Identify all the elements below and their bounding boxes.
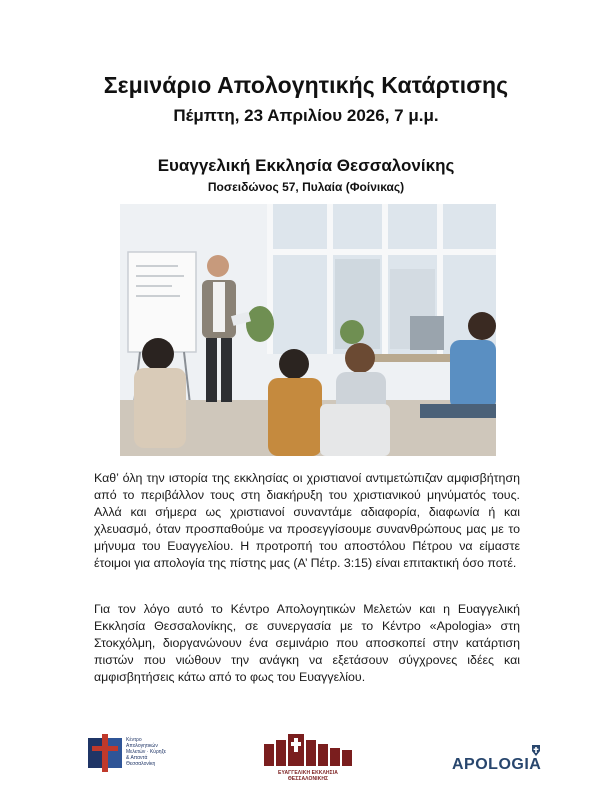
eet-logo-caption: ΕΥΑΓΓΕΛΙΚΗ ΕΚΚΛΗΣΙΑ ΘΕΣΣΑΛΟΝΙΚΗΣ [278, 770, 338, 782]
paragraph-text: Για τον λόγο αυτό το Κέντρο Απολογητικών Μελετών και η Ευαγγελική Εκκλησία Θεσσαλονίκης, σε συνεργασία με το Κέντρο «Apologia» στη Στοκχόλμη, διοργανώνουν ένα σεμινάριο που αποσκοπεί στην κατάρτιση πιστών που νιώθουν την ανάγκη να εξετάσουν σύγχρονες ιδέες και αμφισβητήσεις κάτω από το φως του Ευαγγελίου. [94, 602, 520, 684]
body-paragraph-1 [94, 470, 520, 572]
venue-name: Ευαγγελική Εκκλησία Θεσσαλονίκης [157, 156, 455, 175]
kam-logo-text: Κέντρο Απολογητικών Μελετών · Κύρηξε & Απαντά Θεσσαλονίκη [126, 737, 167, 767]
paragraph-text: Καθ’ όλη την ιστορία της εκκλησίας οι χριστιανοί αντιμετώπιζαν αμφισβήτηση από το περιβάλλον τους στη διακήρυξη του χριστιανικού μηνύματός τους. Αλλά και σήμερα ως χριστιανοί συναντάμε αδιαφορία, διαφωνία ή και χλευασμό, όταν προσπαθούμε να προσεγγίσουμε συνανθρώπους μας με το μήνυμα του Ευαγγελίου. Η προτροπή του αποστόλου Πέτρου να είμαστε έτοιμοι για απολογία της πίστης μας (Α’ Πέτρ. 3:15) είναι επιτακτική όσο ποτέ. [94, 471, 520, 570]
seminar-photo [120, 204, 496, 456]
kam-cross-icon [86, 734, 124, 772]
eet-logo [258, 730, 358, 782]
apologia-wordmark: APOLOGIA [452, 756, 542, 773]
venue-address: Ποσειδώνος 57, Πυλαία (Φοίνικας) [207, 180, 405, 194]
apologia-logo [452, 744, 550, 774]
seminar-date: Πέμπτη, 23 Απριλίου 2026, 7 μ.μ. [173, 106, 439, 125]
kam-logo [86, 734, 166, 774]
seminar-photo-illustration [120, 204, 496, 456]
body-paragraph-2 [94, 601, 520, 686]
eet-building-icon [258, 730, 358, 768]
seminar-title: Σεμινάριο Απολογητικής Κατάρτισης [103, 72, 509, 98]
